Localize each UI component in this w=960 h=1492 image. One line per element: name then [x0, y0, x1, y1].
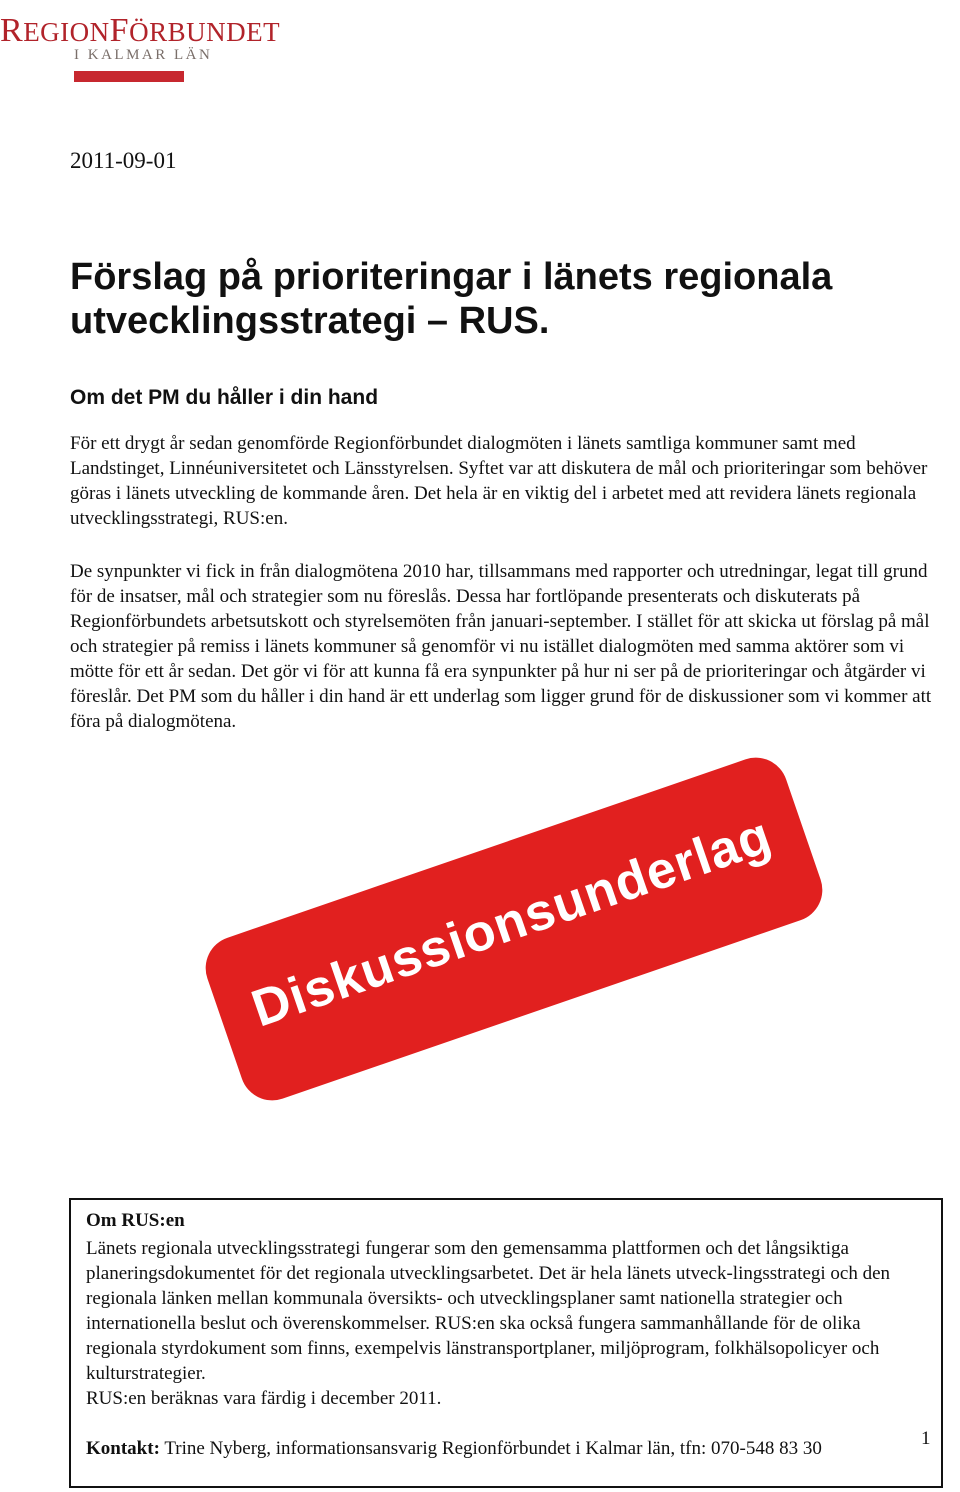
- stamp-label: Diskussionsunderlag: [244, 806, 779, 1039]
- contact-label: Kontakt:: [86, 1438, 160, 1459]
- contact-details: Trine Nyberg, informationsansvarig Regionförbundet i Kalmar län, tfn: 070-548 83 30: [164, 1438, 822, 1459]
- intro-paragraph: För ett drygt år sedan genomförde Regionförbundet dialogmöten i länets samtliga kommuner samt med Landstinget, Linnéuniversitetet och Länsstyrelsen. Syftet var att diskutera de mål och prioriteringar som behöver göras i länets utveckling de kommande åren. Det hela är en viktig del i arbetet med att revidera länets regionala utvecklingsstrategi, RUS:en.: [70, 433, 928, 529]
- regionforbundet-logo: [0, 12, 281, 74]
- contact-line: [86, 1438, 936, 1460]
- discussion-stamp: [197, 749, 831, 1109]
- document-title: Förslag på prioriteringar i länets regionala utvecklingsstrategi – RUS.: [70, 256, 833, 342]
- completion-note: RUS:en beräknas vara färdig i december 2011.: [86, 1388, 442, 1409]
- info-box-body: [86, 1236, 931, 1411]
- info-box-text: Länets regionala utvecklingsstrategi fungerar som den gemensamma plattformen och det långsiktiga planeringsdokumentet för det regionala utvecklingsarbetet. Det är hela länets utveck-lingsstrategi och den regionala länken mellan kommunala översikts- och utvecklingsplaner samt nationella strategier och internationella beslut och överenskommelser. RUS:en ska också fungera sammanhållande för de olika regionala styrdokument som finns, exempelvis länstransportplaner, miljöprogram, folkhälsopolicyer och kulturstrategier.: [86, 1238, 891, 1384]
- section-heading: Om det PM du håller i din hand: [70, 386, 379, 409]
- logo-subtitle: I KALMAR LÄN: [74, 47, 213, 63]
- rus-info-box: [69, 1198, 943, 1488]
- logo-wordmark: REGIONFÖRBUNDET: [0, 12, 281, 49]
- logo-red-bar: [74, 71, 184, 82]
- info-box-heading: Om RUS:en: [86, 1210, 185, 1231]
- body-paragraph: De synpunkter vi fick in från dialogmötena 2010 har, tillsammans med rapporter och utredningar, legat till grund för de insatser, mål och strategier som nu föreslås. Dessa har fortlöpande presenterats och diskuterats på Regionförbundets arbetsutskott och styrelsemöten från januari-september. I stället för att skicka ut förslag på mål och strategier på remiss i länets kommuner så genomför vi nu istället dialogmöten med samma aktörer som vi mötte för ett år sedan. Det gör vi för att kunna få era synpunkter på hur ni ser på de prioriteringar och åtgärder vi föreslår. Det PM som du håller i din hand är ett underlag som ligger grund för de diskussioner som vi kommer att föra på dialogmötena.: [70, 561, 932, 732]
- document-date: 2011-09-01: [70, 148, 177, 173]
- page-number: 1: [921, 1428, 931, 1449]
